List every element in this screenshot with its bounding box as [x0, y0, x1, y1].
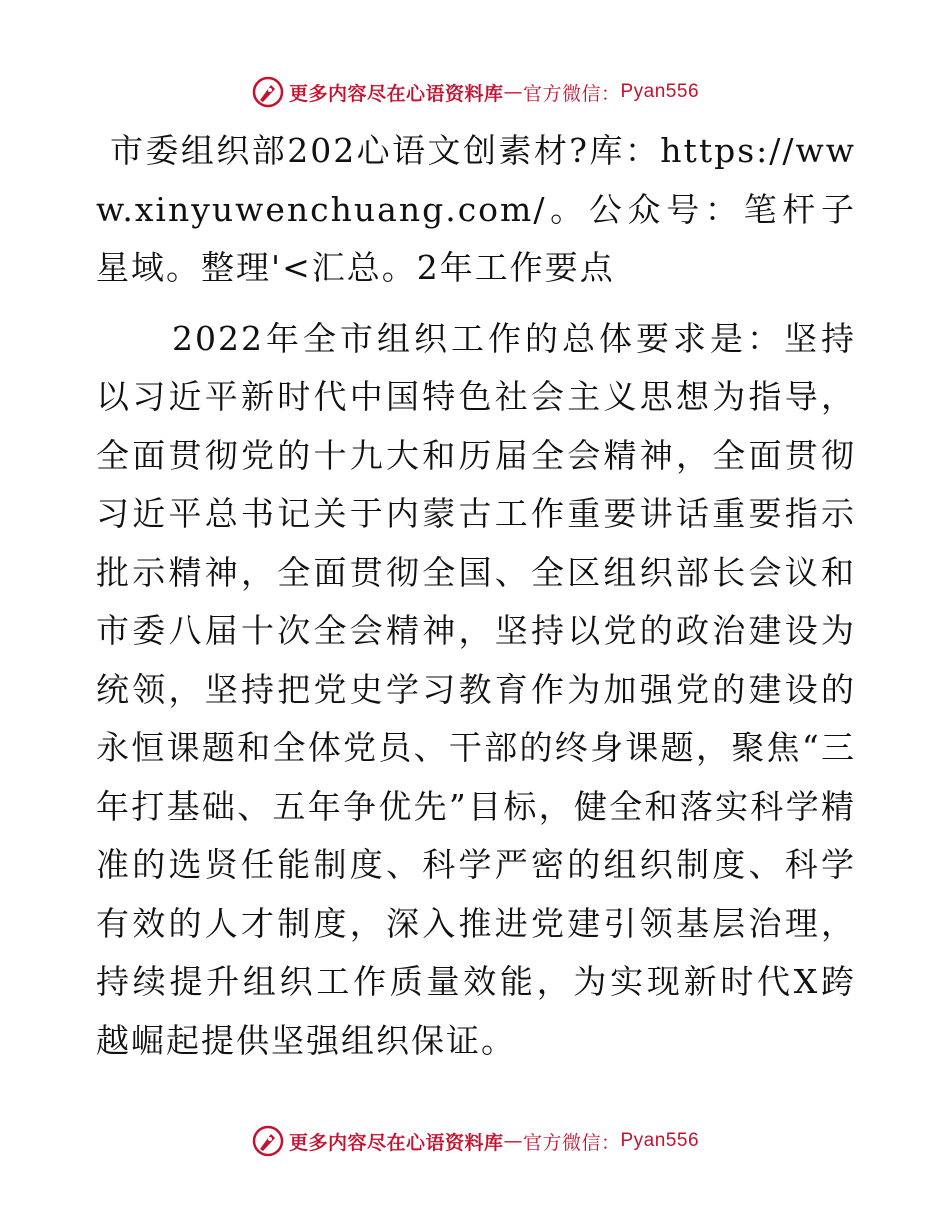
- pen-nib-logo-icon: [251, 1124, 285, 1158]
- watermark-wechat-label: 官方微信：: [522, 82, 621, 105]
- watermark-wechat-id: Pyan556: [620, 81, 700, 102]
- watermark-separator: —: [503, 1130, 523, 1152]
- pen-nib-logo-icon: [251, 75, 285, 109]
- footer-watermark: [0, 1121, 950, 1161]
- document-paragraph: 2022年全市组织工作的总体要求是：坚持以习近平新时代中国特色社会主义思想为指导，全面贯彻党的十九大和历届全会精神，全面贯彻习近平总书记关于内蒙古工作重要讲话重要指示批示精神，全面贯彻全国、全区组织部长会议和市委八届十次全会精神，坚持以党的政治建设为统领，坚持把党史学习教育作为加强党的建设的永恒课题和全体党员、干部的终身课题，聚焦“三年打基础、五年争优先”目标，健全和落实科学精准的选贤任能制度、科学严密的组织制度、科学有效的人才制度，深入推进党建引领基层治理，持续提升组织工作质量效能，为实现新时代X跨越崛起提供坚强组织保证。: [96, 318, 856, 1060]
- header-watermark: [0, 72, 950, 112]
- document-body: [96, 122, 856, 1070]
- watermark-main-text: 更多内容尽在心语资料库: [288, 1131, 504, 1154]
- watermark-separator: —: [503, 81, 523, 103]
- watermark-wechat-label: 官方微信：: [522, 1131, 621, 1154]
- document-heading: 市委组织部202心语文创素材?库：https://www.xinyuwenchuang.com/。公众号：笔杆子星域。整理'<汇总。2年工作要点: [96, 131, 856, 287]
- watermark-wechat-id: Pyan556: [620, 1130, 700, 1151]
- watermark-main-text: 更多内容尽在心语资料库: [288, 82, 504, 105]
